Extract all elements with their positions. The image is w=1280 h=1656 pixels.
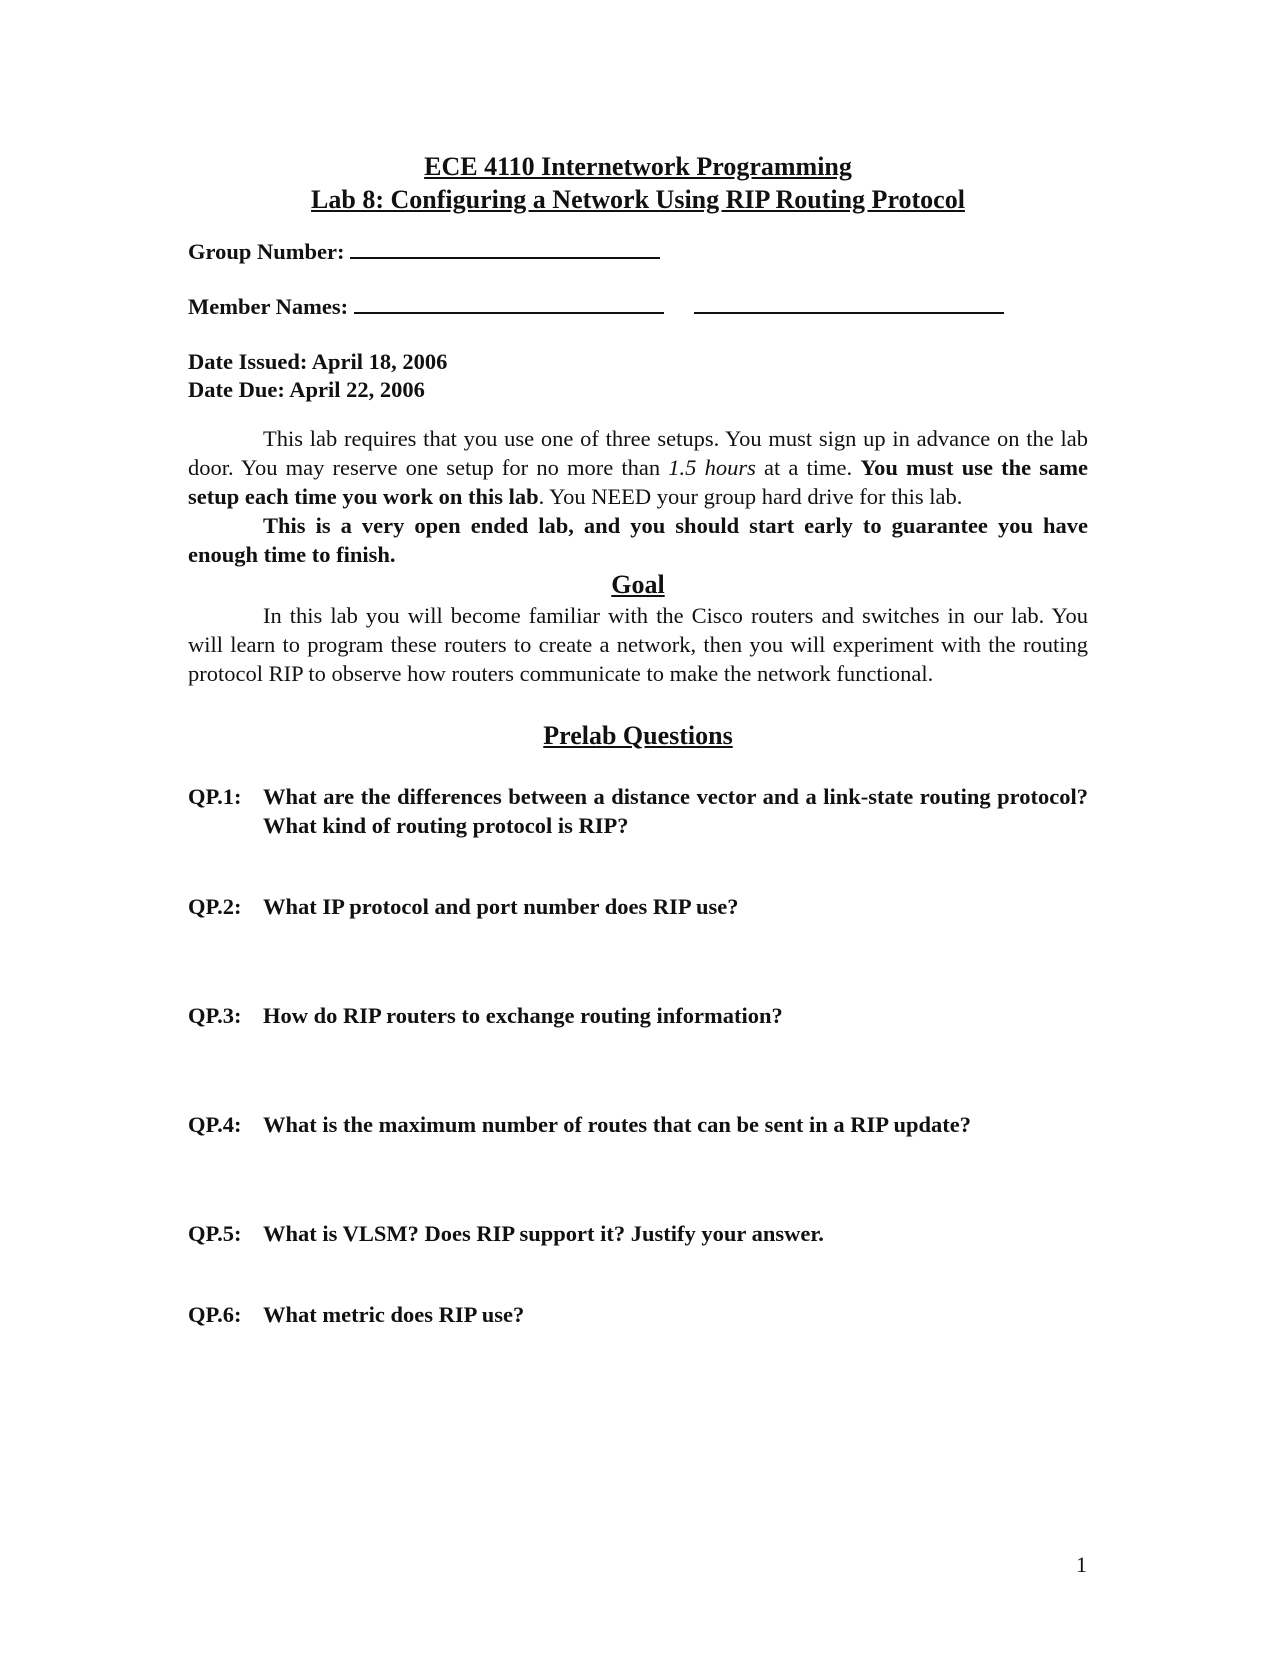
member-names-label: Member Names: xyxy=(188,294,349,319)
group-number-blank[interactable] xyxy=(350,239,660,259)
member-name-blank-2[interactable] xyxy=(694,294,1004,314)
question-qp1 xyxy=(188,782,1088,840)
intro-text-3: . You NEED your group hard drive for this lab. xyxy=(538,484,963,509)
intro-bold: You must use the same setup each time you work on this lab xyxy=(188,455,1088,509)
question-qp4 xyxy=(188,1110,1088,1139)
question-text: How do RIP routers to exchange routing information? xyxy=(263,1003,783,1028)
question-qp3 xyxy=(188,1001,1088,1030)
member-name-blank-1[interactable] xyxy=(354,294,664,314)
question-qp6 xyxy=(188,1300,1088,1329)
date-issued: Date Issued: April 18, 2006 xyxy=(188,349,448,374)
date-due: Date Due: April 22, 2006 xyxy=(188,377,425,402)
question-text: What metric does RIP use? xyxy=(263,1302,525,1327)
intro-text-1: This lab requires that you use one of three setups. You must sign up in advance on the lab door. You may reserve one setup for no more than xyxy=(188,426,1088,480)
question-qp5 xyxy=(188,1219,1088,1248)
goal-text: In this lab you will become familiar with the Cisco routers and switches in our lab. You will learn to program these routers to create a network, then you will experiment with the routing protocol RIP to observe how routers communicate to make the network functional. xyxy=(188,603,1088,686)
course-title: ECE 4110 Internetwork Programming xyxy=(424,152,852,181)
intro-text-2: at a time. xyxy=(755,455,861,480)
question-qp2 xyxy=(188,892,1088,921)
question-number: QP.3: xyxy=(188,1003,242,1028)
question-text: What is the maximum number of routes that can be sent in a RIP update? xyxy=(263,1112,971,1137)
question-number: QP.1: xyxy=(188,784,242,809)
question-number: QP.5: xyxy=(188,1221,242,1246)
document-page xyxy=(188,150,1088,1329)
intro-italic: 1.5 hours xyxy=(668,455,756,480)
question-number: QP.2: xyxy=(188,894,242,919)
intro-warning: This is a very open ended lab, and you should start early to guarantee you have enough time to finish. xyxy=(188,513,1088,567)
question-text: What are the differences between a distance vector and a link-state routing protocol? What kind of routing protocol is RIP? xyxy=(263,784,1088,838)
question-text: What is VLSM? Does RIP support it? Justify your answer. xyxy=(263,1221,824,1246)
question-text: What IP protocol and port number does RIP use? xyxy=(263,894,739,919)
question-number: QP.4: xyxy=(188,1112,242,1137)
question-number: QP.6: xyxy=(188,1302,242,1327)
member-names-field xyxy=(188,293,1088,321)
prelab-heading: Prelab Questions xyxy=(543,721,733,750)
intro-paragraph xyxy=(188,424,1088,511)
group-number-label: Group Number: xyxy=(188,239,345,264)
group-number-field xyxy=(188,238,1088,266)
goal-heading: Goal xyxy=(611,570,665,599)
lab-title: Lab 8: Configuring a Network Using RIP Routing Protocol xyxy=(311,185,965,214)
page-number: 1 xyxy=(1076,1552,1087,1577)
